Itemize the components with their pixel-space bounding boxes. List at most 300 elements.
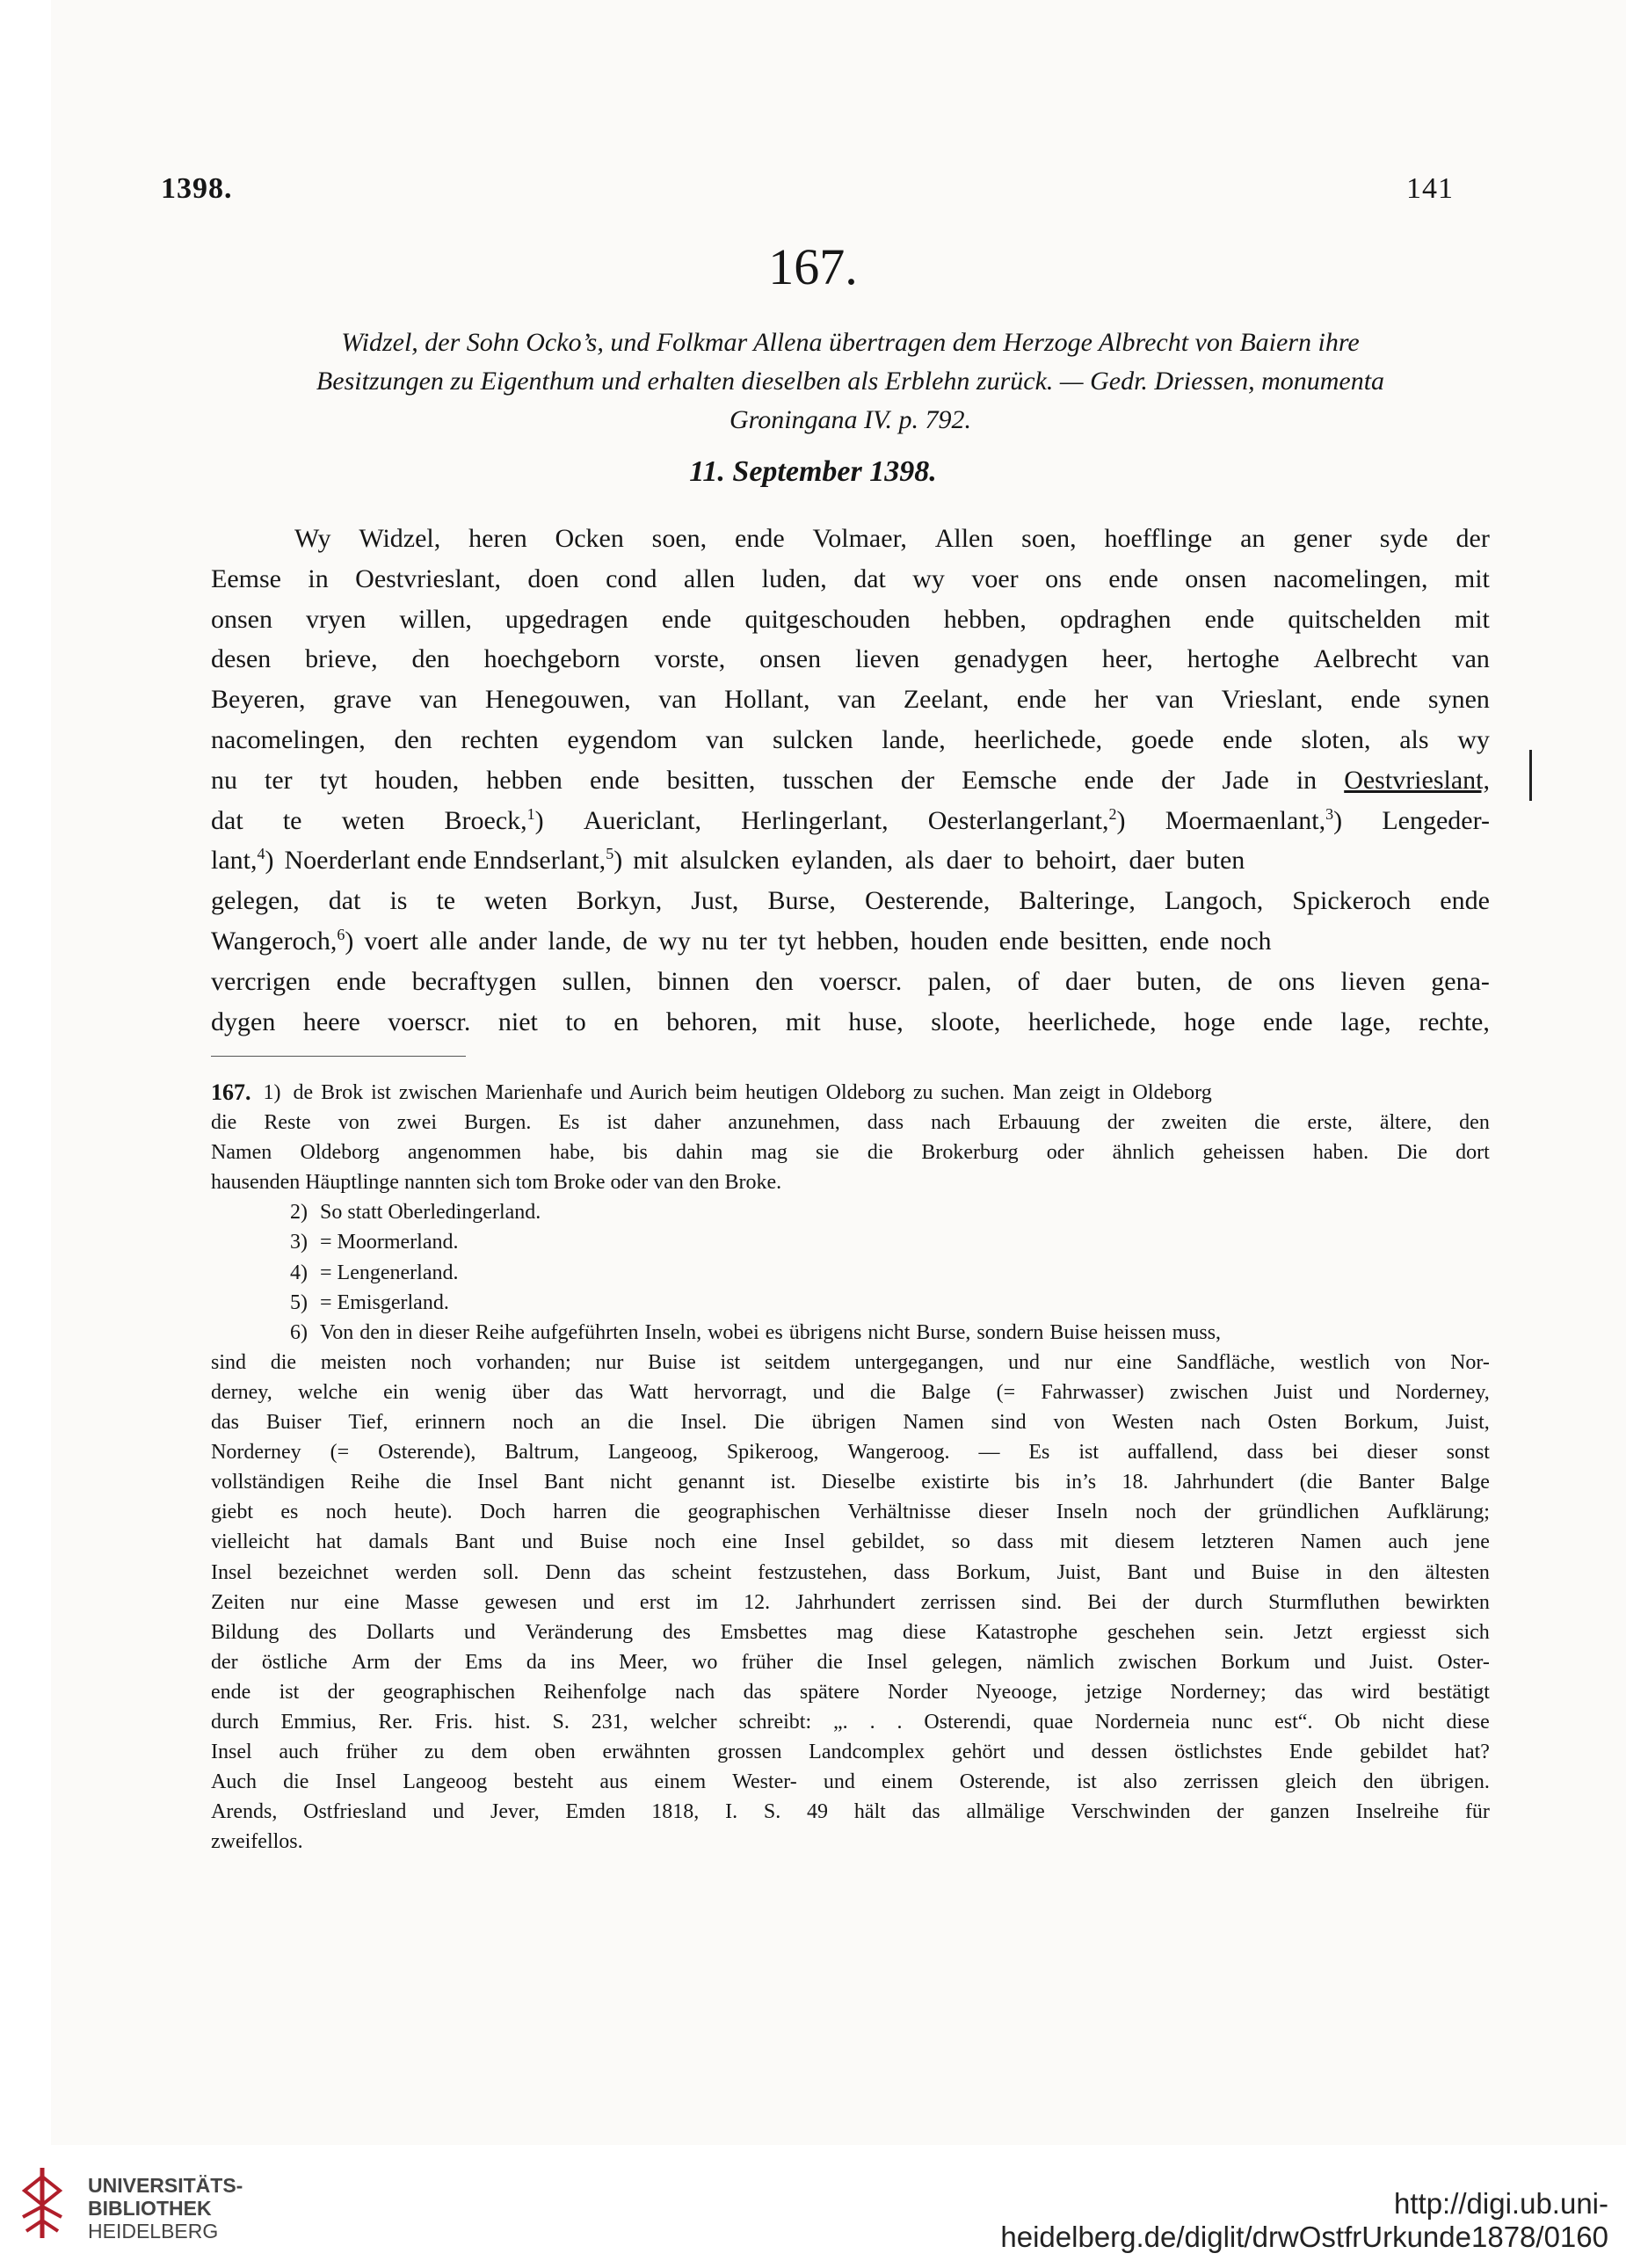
text-word: vorste, bbox=[654, 644, 726, 674]
footnote-word: Osterendi, bbox=[924, 1710, 1012, 1734]
footnote-word: Jahrhundert bbox=[795, 1590, 896, 1614]
footnote-word: sind bbox=[211, 1350, 247, 1374]
footnote-word: ist. bbox=[770, 1471, 796, 1494]
text-word: lieven bbox=[1340, 966, 1405, 996]
footnote-word: wird bbox=[1351, 1680, 1390, 1704]
footnote-word: . bbox=[896, 1710, 903, 1734]
footnote-word: ist bbox=[1077, 1770, 1097, 1794]
text-word: Allen bbox=[934, 524, 994, 553]
footnote-word: haben. bbox=[1312, 1141, 1369, 1165]
footnote-word: Emden bbox=[565, 1800, 626, 1824]
text-word: hertoghe bbox=[1187, 644, 1280, 674]
footnote-word: den bbox=[1368, 1560, 1399, 1584]
footnote-line bbox=[211, 1497, 1490, 1527]
footnote-text: zweifellos. bbox=[211, 1830, 303, 1854]
text-word: lieven bbox=[854, 644, 920, 674]
footnote-word: ganzen bbox=[1269, 1800, 1330, 1824]
footnote-line bbox=[211, 1647, 1490, 1677]
footnote-word: bei bbox=[1312, 1441, 1339, 1465]
footnote-word: ins bbox=[570, 1650, 595, 1674]
text-word: her bbox=[1093, 685, 1129, 715]
footnote-word: das bbox=[211, 1411, 239, 1435]
text-word: ende bbox=[589, 765, 640, 795]
text-word: vercrigen bbox=[211, 966, 311, 996]
text-line bbox=[211, 720, 1490, 760]
footnote-word: Verhältnisse bbox=[847, 1501, 951, 1524]
footnote-word: geheissen bbox=[1202, 1141, 1285, 1165]
text-word: Broeck, bbox=[444, 805, 527, 835]
text-word: hebben bbox=[486, 765, 563, 795]
footnote-word: Buise bbox=[579, 1530, 628, 1554]
footnote-word: — bbox=[978, 1441, 1000, 1465]
footnote-word: Balge bbox=[1440, 1471, 1490, 1494]
text-word: onsen bbox=[1185, 563, 1247, 593]
footnote-word: Insel bbox=[335, 1770, 377, 1794]
footnote-word: Osterende, bbox=[959, 1770, 1050, 1794]
footnote-word: erste, bbox=[1307, 1111, 1353, 1135]
footnote-word: Westen bbox=[1112, 1411, 1174, 1435]
footnote-word: Insel bbox=[867, 1650, 908, 1674]
text-word: dat bbox=[853, 563, 886, 593]
footnote-word: den bbox=[1362, 1770, 1394, 1794]
text-word: Balteringe, bbox=[1019, 886, 1136, 916]
footnote-word: die bbox=[817, 1650, 843, 1674]
text-word: den bbox=[411, 644, 450, 674]
footnote-word: dieser bbox=[1367, 1441, 1418, 1465]
footnote-word: wenig bbox=[434, 1380, 487, 1404]
text-word: Burse, bbox=[767, 886, 836, 916]
footnote-word: (= bbox=[330, 1441, 350, 1465]
text-word: Noerderlant ende Enndserlant, bbox=[284, 846, 606, 876]
footnote-word: zwischen bbox=[1169, 1380, 1249, 1404]
text-word: willen, bbox=[399, 604, 472, 634]
library-name bbox=[88, 2174, 243, 2243]
library-name-line: BIBLIOTHEK bbox=[88, 2197, 212, 2220]
footnote-word: hat bbox=[316, 1530, 342, 1554]
footnote-word: auffallend, bbox=[1127, 1441, 1218, 1465]
footnote-word: im bbox=[695, 1590, 719, 1614]
footnote-text: = Lengenerland. bbox=[320, 1261, 459, 1284]
text-word: Auericlant, bbox=[583, 805, 701, 835]
text-word: doen bbox=[527, 563, 579, 593]
footnote-word: des bbox=[662, 1620, 691, 1644]
footnote-word: Juist, bbox=[1445, 1411, 1490, 1435]
footnote-word: Bei bbox=[1087, 1590, 1117, 1614]
footnote-word: Osten bbox=[1267, 1411, 1317, 1435]
text-word: upgedragen bbox=[504, 604, 628, 634]
footnote-word: vielleicht bbox=[211, 1530, 290, 1554]
footnote-word: Namen bbox=[1300, 1530, 1361, 1554]
footnote-ref: 3 bbox=[1325, 804, 1334, 823]
text-word: cond bbox=[606, 563, 657, 593]
footnote-word: nunc bbox=[1211, 1710, 1253, 1734]
footnote-word: nur bbox=[290, 1590, 319, 1614]
footnote-word: dieser bbox=[978, 1501, 1029, 1524]
footnote-marker: 4) bbox=[290, 1261, 308, 1284]
text-word: mit bbox=[785, 1007, 821, 1036]
text-word: weten bbox=[341, 805, 405, 835]
text-word: quitschelden bbox=[1288, 604, 1421, 634]
footnote-word: noch bbox=[410, 1350, 452, 1374]
main-text bbox=[211, 519, 1490, 1042]
text-word: Ocken bbox=[555, 524, 624, 553]
text-word: der bbox=[1161, 765, 1195, 795]
text-word: gena- bbox=[1431, 966, 1490, 996]
text-word: syde bbox=[1379, 524, 1428, 553]
footnote-word: Masse bbox=[404, 1590, 459, 1614]
footnote-word: von bbox=[1053, 1411, 1085, 1435]
footnote-word: Insel. bbox=[680, 1411, 727, 1435]
text-word: allen bbox=[683, 563, 736, 593]
text-word: voert alle ander lande, de wy nu ter tyt hebben, houden ende besitten, ende noch bbox=[364, 926, 1272, 956]
footnote-word: Verschwinden bbox=[1071, 1800, 1191, 1824]
text-line bbox=[211, 840, 1490, 881]
footnote-word: gebildet, bbox=[852, 1530, 926, 1554]
footnote-word: Bant bbox=[454, 1530, 495, 1554]
footnote-word: Norderney bbox=[211, 1441, 301, 1465]
footnote-word: einem bbox=[654, 1770, 707, 1794]
footnote-word: und bbox=[521, 1530, 554, 1554]
footnote-word: Arm bbox=[351, 1650, 390, 1674]
footnote-word: Norderneia bbox=[1094, 1710, 1190, 1734]
footnote-word: Fahrwasser) bbox=[1041, 1380, 1144, 1404]
footnote-word: Baltrum, bbox=[504, 1441, 579, 1465]
footnote-word: Arends, bbox=[211, 1800, 278, 1824]
text-word-underlined: Oestvrieslant, bbox=[1344, 765, 1490, 795]
footnote-word: Dieselbe bbox=[821, 1471, 896, 1494]
footnote-line bbox=[211, 1437, 1490, 1467]
footnote-word: durch bbox=[211, 1710, 259, 1734]
footnote-ref: 2 bbox=[1108, 804, 1117, 823]
footnote-word: der bbox=[211, 1650, 238, 1674]
footnote-word: Sturmfluthen bbox=[1268, 1590, 1380, 1614]
footnote-line bbox=[211, 1378, 1490, 1407]
footnote-line bbox=[211, 1827, 1490, 1857]
footnote-word: welche bbox=[297, 1380, 358, 1404]
footnote-word: I. bbox=[725, 1800, 738, 1824]
text-word: grave bbox=[332, 685, 392, 715]
footnote-word: gleich bbox=[1285, 1770, 1337, 1794]
text-word: heer, bbox=[1101, 644, 1153, 674]
footnote-word: Oster- bbox=[1437, 1650, 1490, 1674]
footnote-word: die bbox=[867, 1141, 894, 1165]
text-word: van bbox=[1451, 644, 1490, 674]
text-word: synen bbox=[1427, 685, 1490, 715]
footnote-word: über bbox=[512, 1380, 550, 1404]
footnote-word: früher bbox=[741, 1650, 794, 1674]
footnote-word: der bbox=[1203, 1501, 1231, 1524]
footnote-word: Insel bbox=[476, 1471, 519, 1494]
footnote-word: Norderney, bbox=[1395, 1380, 1490, 1404]
footnote-word: Langeoog, bbox=[607, 1441, 698, 1465]
text-word: heren bbox=[468, 524, 527, 553]
footnote-word: aus bbox=[599, 1770, 628, 1794]
text-word: eygendom bbox=[567, 724, 678, 754]
text-word: dygen bbox=[211, 1007, 276, 1036]
footnote-word: Doch bbox=[479, 1501, 526, 1524]
footnote-word: anzunehmen, bbox=[728, 1111, 840, 1135]
text-word: voer bbox=[971, 563, 1019, 593]
footnote-word: Norderney; bbox=[1170, 1680, 1267, 1704]
footnote-word: Rer. bbox=[378, 1710, 413, 1734]
footnote-word: geographischen bbox=[382, 1680, 516, 1704]
footnote-word: eine bbox=[344, 1590, 380, 1614]
footnote-word: gewesen bbox=[484, 1590, 557, 1614]
footnote-text: de Brok ist zwischen Marienhafe und Aurich beim heutigen Oldeborg zu suchen. Man zeigt in Oldeborg bbox=[293, 1081, 1212, 1104]
footnote-line bbox=[211, 1167, 1490, 1197]
footnote-word: Burgen. bbox=[464, 1111, 532, 1135]
text-word: der bbox=[1455, 524, 1490, 553]
text-word: en bbox=[613, 1007, 639, 1036]
footnote-word: und bbox=[432, 1800, 465, 1824]
text-word: binnen bbox=[657, 966, 730, 996]
footnote-word: daher bbox=[654, 1111, 701, 1135]
footnote-word: Jever, bbox=[490, 1800, 540, 1824]
footnote-4 bbox=[211, 1258, 1490, 1288]
footnote-word: östliche bbox=[261, 1650, 328, 1674]
footnote-word: Auch bbox=[211, 1770, 257, 1794]
text-word: wy bbox=[1457, 724, 1490, 754]
text-word: Wy bbox=[294, 524, 331, 553]
footnote-word: Borkum, bbox=[955, 1560, 1031, 1584]
footnote-word: Nyeooge, bbox=[976, 1680, 1057, 1704]
footnote-word: ein bbox=[383, 1380, 410, 1404]
footnote-word: harren bbox=[553, 1501, 607, 1524]
text-line bbox=[211, 921, 1490, 962]
text-segment: Wangeroch,$^6$) bbox=[211, 921, 353, 962]
footnote-word: zwei bbox=[396, 1111, 438, 1135]
footnote-word: Juist bbox=[1274, 1380, 1313, 1404]
footnote-word: grossen bbox=[717, 1741, 782, 1764]
footnote-word: Die bbox=[753, 1411, 785, 1435]
footnote-word: dass bbox=[1246, 1441, 1284, 1465]
footnote-word: oben bbox=[534, 1741, 576, 1764]
text-word: onsen bbox=[759, 644, 822, 674]
footnote-word: Emsbettes bbox=[720, 1620, 808, 1644]
text-word: sloten, bbox=[1301, 724, 1371, 754]
text-segment: lant,$^4$) bbox=[211, 840, 274, 881]
footnote-text: hausenden Häuptlinge nannten sich tom Broke oder van den Broke. bbox=[211, 1171, 782, 1195]
footnote-line bbox=[211, 1558, 1490, 1588]
footnote-word: „. bbox=[833, 1710, 848, 1734]
footnote-word: und bbox=[1007, 1350, 1040, 1374]
footnote-word: mag bbox=[836, 1620, 874, 1644]
footnote-word: heute). bbox=[394, 1501, 453, 1524]
footnote-word: Es bbox=[558, 1111, 580, 1135]
footnote-word: und bbox=[463, 1620, 496, 1644]
footnote-word: Bant bbox=[1127, 1560, 1167, 1584]
footnote-word: zerrissen bbox=[1183, 1770, 1259, 1794]
text-word: tyt bbox=[319, 765, 348, 795]
footnote-word: von bbox=[338, 1111, 370, 1135]
footnote-word: est“. bbox=[1274, 1710, 1313, 1734]
footnote-word: noch bbox=[512, 1411, 554, 1435]
footnote-line bbox=[211, 1677, 1490, 1707]
footnote-word: Reste bbox=[264, 1111, 311, 1135]
footnote-word: ist bbox=[606, 1111, 628, 1135]
footnote-word: von bbox=[1394, 1350, 1426, 1374]
document-date: 11. September 1398. bbox=[689, 455, 937, 488]
footnote-word: Denn bbox=[545, 1560, 592, 1584]
text-word: Borkyn, bbox=[576, 886, 663, 916]
document-number: 167. bbox=[768, 238, 858, 295]
footnote-word: übrigen bbox=[811, 1411, 876, 1435]
footnote-ref: 1 bbox=[526, 804, 535, 823]
text-word: to bbox=[565, 1007, 586, 1036]
footnote-word: bezeichnet bbox=[278, 1560, 369, 1584]
footnote-word: Es bbox=[1028, 1441, 1050, 1465]
text-word: dat bbox=[211, 805, 243, 835]
footnote-word: Nor- bbox=[1450, 1350, 1490, 1374]
footnote-word: festzustehen, bbox=[758, 1560, 867, 1584]
text-word: ende bbox=[336, 966, 387, 996]
footnote-line bbox=[211, 1707, 1490, 1737]
footnote-word: Ob bbox=[1334, 1710, 1361, 1734]
footnote-word: der bbox=[327, 1680, 355, 1704]
text-word: hoge bbox=[1184, 1007, 1236, 1036]
footnote-word: und bbox=[812, 1380, 845, 1404]
text-word: Eemse bbox=[211, 563, 281, 593]
text-word: wy bbox=[912, 563, 945, 593]
footnote-word: Tief, bbox=[348, 1411, 388, 1435]
footnote-word: wo bbox=[692, 1650, 718, 1674]
text-word: ter bbox=[265, 765, 293, 795]
text-word: ende bbox=[1223, 724, 1273, 754]
footnote-word: übrigen. bbox=[1419, 1770, 1490, 1794]
footnote-word: geographischen bbox=[687, 1501, 821, 1524]
footnote-word: bewirkten bbox=[1405, 1590, 1490, 1614]
text-word: Langoch, bbox=[1164, 886, 1264, 916]
text-word: quitgeschouden bbox=[744, 604, 911, 634]
text-word: lage, bbox=[1340, 1007, 1391, 1036]
footnote-word: ältere, bbox=[1379, 1111, 1433, 1135]
footnote-word: Die bbox=[1397, 1141, 1427, 1165]
footnote-word: der bbox=[1107, 1111, 1135, 1135]
footnote-word: es bbox=[280, 1501, 299, 1524]
footnote-word: jetzige bbox=[1085, 1680, 1143, 1704]
footnote-text: So statt Oberledingerland. bbox=[320, 1201, 541, 1225]
text-word: Vrieslant, bbox=[1221, 685, 1324, 715]
text-word: lande, bbox=[882, 724, 946, 754]
footnote-word: 231, bbox=[591, 1710, 628, 1734]
footnote-word: zwischen bbox=[1118, 1650, 1197, 1674]
footnote-word: auch bbox=[1388, 1530, 1428, 1554]
library-name-line: UNIVERSITÄTS- bbox=[88, 2174, 243, 2197]
footnote-word: Namen bbox=[903, 1411, 964, 1435]
footnote-line bbox=[211, 1348, 1490, 1378]
footnote-word: sind bbox=[991, 1411, 1027, 1435]
footnote-word: Wester- bbox=[732, 1770, 797, 1794]
footnote-word: genannt bbox=[678, 1471, 745, 1494]
footnote-word: Insel bbox=[784, 1530, 825, 1554]
footnote-word: das bbox=[575, 1380, 604, 1404]
footnote-word: (die bbox=[1299, 1471, 1333, 1494]
text-word: rechten bbox=[461, 724, 539, 754]
footnote-word: vollständigen bbox=[211, 1471, 325, 1494]
footnote-word: Inseln bbox=[1056, 1501, 1108, 1524]
footnote-word: Katastrophe bbox=[976, 1620, 1078, 1644]
footnote-word: dass bbox=[867, 1111, 904, 1135]
footnote-word: und bbox=[823, 1770, 855, 1794]
footnote-word: nur bbox=[595, 1350, 624, 1374]
text-word: Widzel, bbox=[359, 524, 441, 553]
source-url-link[interactable]: http://digi.ub.uni-heidelberg.de/diglit/drwOstfrUrkunde1878/0160 bbox=[1000, 2187, 1608, 2253]
footnote-line bbox=[211, 1467, 1490, 1497]
footnote-word: meisten bbox=[320, 1350, 387, 1374]
margin-mark bbox=[1529, 750, 1532, 801]
text-segment: Moermaenlant,$^3$) bbox=[1165, 801, 1342, 841]
text-word: Oestvrieslant, bbox=[355, 563, 501, 593]
footnote-word: Zeiten bbox=[211, 1590, 265, 1614]
footnote-word: . bbox=[869, 1710, 875, 1734]
text-word: desen bbox=[211, 644, 272, 674]
text-word: Volmaer, bbox=[812, 524, 907, 553]
text-word: Oesterlangerlant, bbox=[927, 805, 1109, 835]
footnote-word: Buise bbox=[648, 1350, 696, 1374]
footnote-5 bbox=[211, 1288, 1490, 1318]
footnote-word: zu bbox=[424, 1741, 445, 1764]
text-word: in bbox=[308, 563, 329, 593]
text-word: Moermaenlant, bbox=[1165, 805, 1326, 835]
text-line bbox=[211, 519, 1490, 559]
footnote-word: hist. bbox=[494, 1710, 531, 1734]
text-word: Oesterende, bbox=[864, 886, 991, 916]
footnote-word: Sandfläche, bbox=[1176, 1350, 1275, 1374]
footnote-word: diesem bbox=[1114, 1530, 1175, 1554]
footnote-word: ältesten bbox=[1425, 1560, 1490, 1584]
text-word: mit alsulcken eylanden, als daer to behoirt, daer buten bbox=[633, 846, 1245, 876]
footnote-word: Wangeroog. bbox=[847, 1441, 950, 1465]
regest bbox=[211, 323, 1490, 440]
footnote-marker: 6) bbox=[290, 1320, 308, 1344]
footnote-word: bestätigt bbox=[1418, 1680, 1490, 1704]
footnote-word: mag bbox=[751, 1141, 788, 1165]
text-word: huse, bbox=[848, 1007, 904, 1036]
footnote-word: die bbox=[628, 1411, 654, 1435]
footnote-word: jene bbox=[1454, 1530, 1490, 1554]
footnote-word: nur bbox=[1063, 1350, 1092, 1374]
text-word: mit bbox=[1454, 604, 1490, 634]
footnote-word: die bbox=[425, 1471, 452, 1494]
footnote-line bbox=[211, 1407, 1490, 1437]
footnote-word: Buiser bbox=[265, 1411, 322, 1435]
footnote-word: allmälige bbox=[966, 1800, 1045, 1824]
text-word: of bbox=[1017, 966, 1040, 996]
footnote-word: die bbox=[283, 1770, 309, 1794]
text-word: heerlichede, bbox=[1027, 1007, 1157, 1036]
footnote-word: Ostfriesland bbox=[303, 1800, 407, 1824]
text-word: te bbox=[282, 805, 302, 835]
footnote-word: ist bbox=[720, 1350, 741, 1374]
text-word: van bbox=[838, 685, 876, 715]
text-word: lant, bbox=[211, 846, 258, 876]
text-word: becraftygen bbox=[411, 966, 537, 996]
footnote-word: ist bbox=[279, 1680, 300, 1704]
footnote-word: an bbox=[580, 1411, 601, 1435]
footnote-3 bbox=[211, 1227, 1490, 1257]
footnote-word: ende bbox=[211, 1680, 251, 1704]
footnote-word: scheint bbox=[671, 1560, 732, 1584]
text-word: heerlichede, bbox=[974, 724, 1103, 754]
text-word: ende bbox=[735, 524, 785, 553]
text-word: sloote, bbox=[931, 1007, 1001, 1036]
footnote-word: nicht bbox=[1382, 1710, 1425, 1734]
footnote-word: nach bbox=[674, 1680, 715, 1704]
footnote-word: einem bbox=[881, 1770, 933, 1794]
footnote-word: westlich bbox=[1299, 1350, 1370, 1374]
text-word: dat bbox=[328, 886, 361, 916]
footnote-word: welcher bbox=[650, 1710, 717, 1734]
